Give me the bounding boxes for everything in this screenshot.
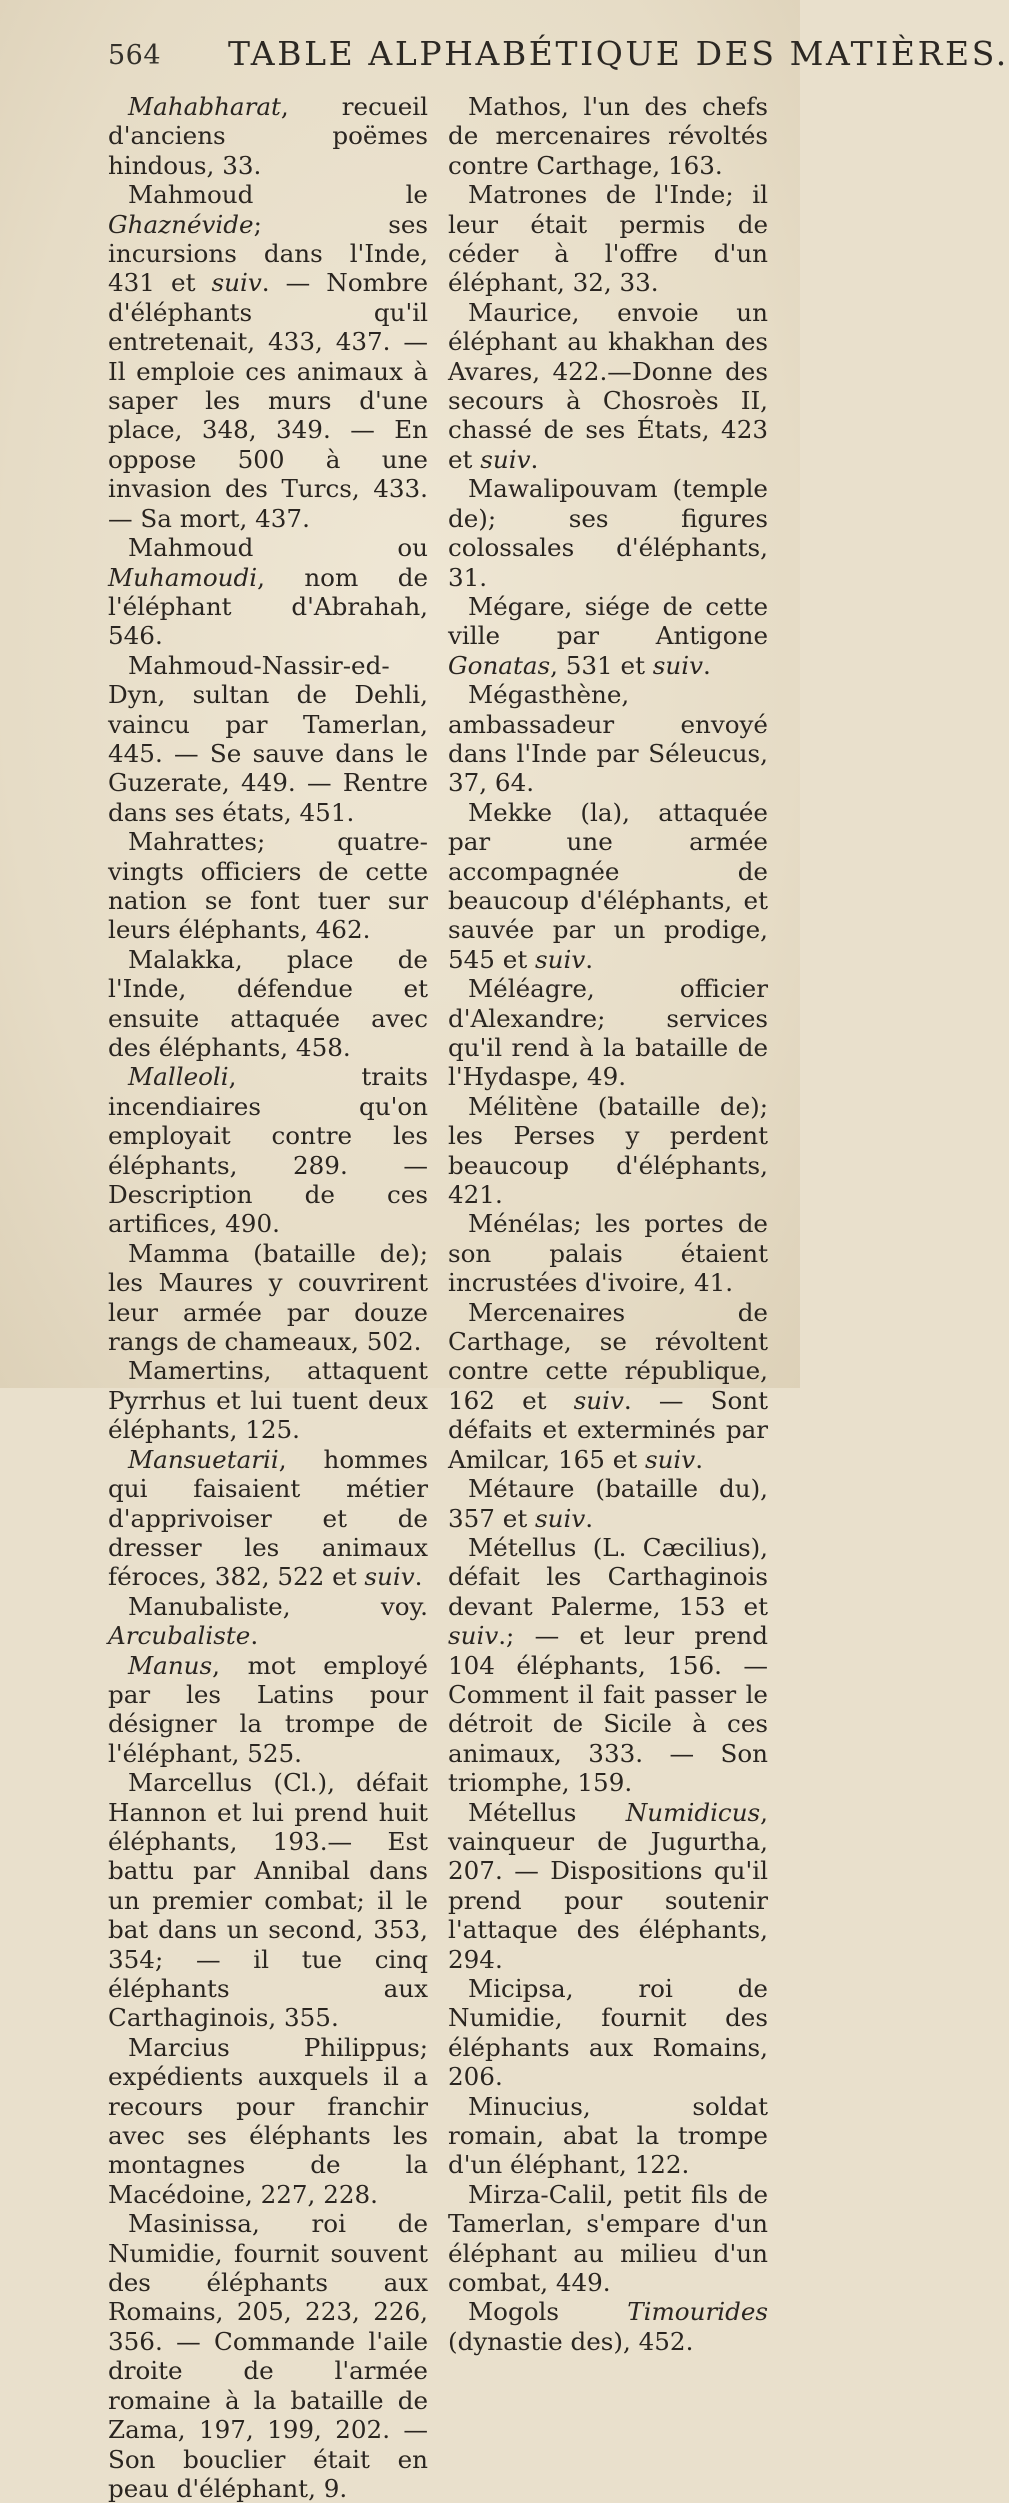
italic-term: suiv xyxy=(535,1503,586,1533)
italic-term: Arcubaliste xyxy=(108,1621,251,1651)
index-column-left xyxy=(108,92,428,2503)
index-column-right xyxy=(448,92,768,2356)
italic-term: suiv xyxy=(652,650,704,680)
index-entry: Micipsa, roi de Numidie, fournit des éléphants aux Romains, 206. xyxy=(448,1974,768,2092)
index-entry: Matrones de l'Inde; il leur était permis de céder à l'offre d'un éléphant, 32, 33. xyxy=(448,180,768,298)
italic-term: suiv xyxy=(211,268,262,298)
index-entry: Mercenaires de Carthage, se révoltent contre cette république, 162 et suiv. — Sont défaits et exterminés par Amilcar, 165 et suiv. xyxy=(448,1297,768,1474)
index-entry: Minucius, soldat romain, abat la trompe d'un éléphant, 122. xyxy=(448,2091,768,2180)
index-entry: Mansuetarii, hommes qui faisaient métier d'apprivoiser et de dresser les animaux féroces, 382, 522 et suiv. xyxy=(108,1444,428,1592)
italic-term: Mansuetarii xyxy=(128,1444,279,1474)
index-entry: Mahmoud ou Muhamoudi, nom de l'éléphant d'Abrahah, 546. xyxy=(108,533,428,651)
italic-term: Muhamoudi xyxy=(108,562,258,592)
running-title: TABLE ALPHABÉTIQUE DES MATIÈRES. xyxy=(228,34,1009,73)
index-entry: Méléagre, officier d'Alexandre; services qu'il rend à la bataille de l'Hydaspe, 49. xyxy=(448,974,768,1092)
italic-term: Gonatas xyxy=(448,650,551,680)
index-entry: Mahmoud le Ghaznévide; ses incursions dans l'Inde, 431 et suiv. — Nombre d'éléphants qu'il entretenait, 433, 437. — Il emploie ces animaux à saper les murs d'une place, 348, 349. — En oppose 500 à une invasion des Turcs, 433. — Sa mort, 437. xyxy=(108,180,428,533)
italic-term: suiv xyxy=(480,444,531,474)
italic-term: Ghaznévide xyxy=(108,209,254,239)
index-entry: Métellus (L. Cæcilius), défait les Carthaginois devant Palerme, 153 et suiv.; — et leur prend 104 éléphants, 156. — Comment il fait passer le détroit de Sicile à ces animaux, 333. — Son triomphe, 159. xyxy=(448,1532,768,1798)
italic-term: Timourides xyxy=(627,2297,768,2327)
index-entry: Métaure (bataille du), 357 et suiv. xyxy=(448,1474,768,1533)
italic-term: Numidicus xyxy=(625,1797,761,1827)
index-entry: Mégare, siége de cette ville par Antigone Gonatas, 531 et suiv. xyxy=(448,591,768,680)
index-entry: Mathos, l'un des chefs de mercenaires révoltés contre Carthage, 163. xyxy=(448,92,768,180)
index-entry: Mahabharat, recueil d'anciens poëmes hindous, 33. xyxy=(108,92,428,180)
index-entry: Mélitène (bataille de); les Perses y perdent beaucoup d'éléphants, 421. xyxy=(448,1091,768,1210)
index-entry: Métellus Numidicus, vainqueur de Jugurtha, 207. — Dispositions qu'il prend pour soutenir l'attaque des éléphants, 294. xyxy=(448,1797,768,1974)
italic-term: suiv xyxy=(644,1444,696,1474)
index-entry: Mahrattes; quatre-vingts officiers de cette nation se font tuer sur leurs éléphants, 462. xyxy=(108,827,428,945)
index-entry: Mahmoud-Nassir-ed-Dyn, sultan de Dehli, vaincu par Tamerlan, 445. — Se sauve dans le Guzerate, 449. — Rentre dans ses états, 451. xyxy=(108,650,428,827)
italic-term: suiv xyxy=(364,1562,415,1592)
italic-term: Manus xyxy=(128,1650,213,1680)
index-entry: Mégasthène, ambassadeur envoyé dans l'Inde par Séleucus, 37, 64. xyxy=(448,680,768,798)
index-entry: Mamertins, attaquent Pyrrhus et lui tuent deux éléphants, 125. xyxy=(108,1356,428,1445)
italic-term: suiv xyxy=(535,944,586,974)
index-entry: Maurice, envoie un éléphant au khakhan des Avares, 422.—Donne des secours à Chosroès II, chassé de ses États, 423 et suiv. xyxy=(448,297,768,474)
index-entry: Malakka, place de l'Inde, défendue et ensuite attaquée avec des éléphants, 458. xyxy=(108,944,428,1062)
index-entry: Mekke (la), attaquée par une armée accompagnée de beaucoup d'éléphants, et sauvée par un prodige, 545 et suiv. xyxy=(448,797,768,974)
index-entry: Marcius Philippus; expédients auxquels il a recours pour franchir avec ses éléphants les montagnes de la Macédoine, 227, 228. xyxy=(108,2032,428,2209)
index-entry: Manubaliste, voy. Arcubaliste. xyxy=(108,1591,428,1651)
italic-term: suiv xyxy=(448,1621,499,1651)
index-entry: Mogols Timourides (dynastie des), 452. xyxy=(448,2297,768,2356)
index-entry: Manus, mot employé par les Latins pour désigner la trompe de l'éléphant, 525. xyxy=(108,1650,428,1768)
page-header xyxy=(108,34,1009,74)
index-entry: Malleoli, traits incendiaires qu'on employait contre les éléphants, 289. — Description de ces artifices, 490. xyxy=(108,1062,428,1239)
page-number: 564 xyxy=(108,40,162,71)
italic-term: Mahabharat xyxy=(128,92,281,121)
index-entry: Marcellus (Cl.), défait Hannon et lui prend huit éléphants, 193.— Est battu par Annibal dans un premier combat; il le bat dans un second, 353, 354; — il tue cinq éléphants aux Carthaginois, 355. xyxy=(108,1768,428,2033)
index-entry: Mamma (bataille de); les Maures y couvrirent leur armée par douze rangs de chameaux, 502. xyxy=(108,1238,428,1357)
index-entry: Ménélas; les portes de son palais étaient incrustées d'ivoire, 41. xyxy=(448,1209,768,1298)
index-entry: Masinissa, roi de Numidie, fournit souvent des éléphants aux Romains, 205, 223, 226, 356. — Commande l'aile droite de l'armée romaine à la bataille de Zama, 197, 199, 202. — Son bouclier était en peau d'éléphant, 9. xyxy=(108,2209,428,2503)
italic-term: Malleoli xyxy=(128,1062,229,1092)
index-entry: Mirza-Calil, petit fils de Tamerlan, s'empare d'un éléphant au milieu d'un combat, 449. xyxy=(448,2179,768,2298)
index-entry: Mawalipouvam (temple de); ses figures colossales d'éléphants, 31. xyxy=(448,474,768,592)
italic-term: suiv xyxy=(573,1385,624,1415)
